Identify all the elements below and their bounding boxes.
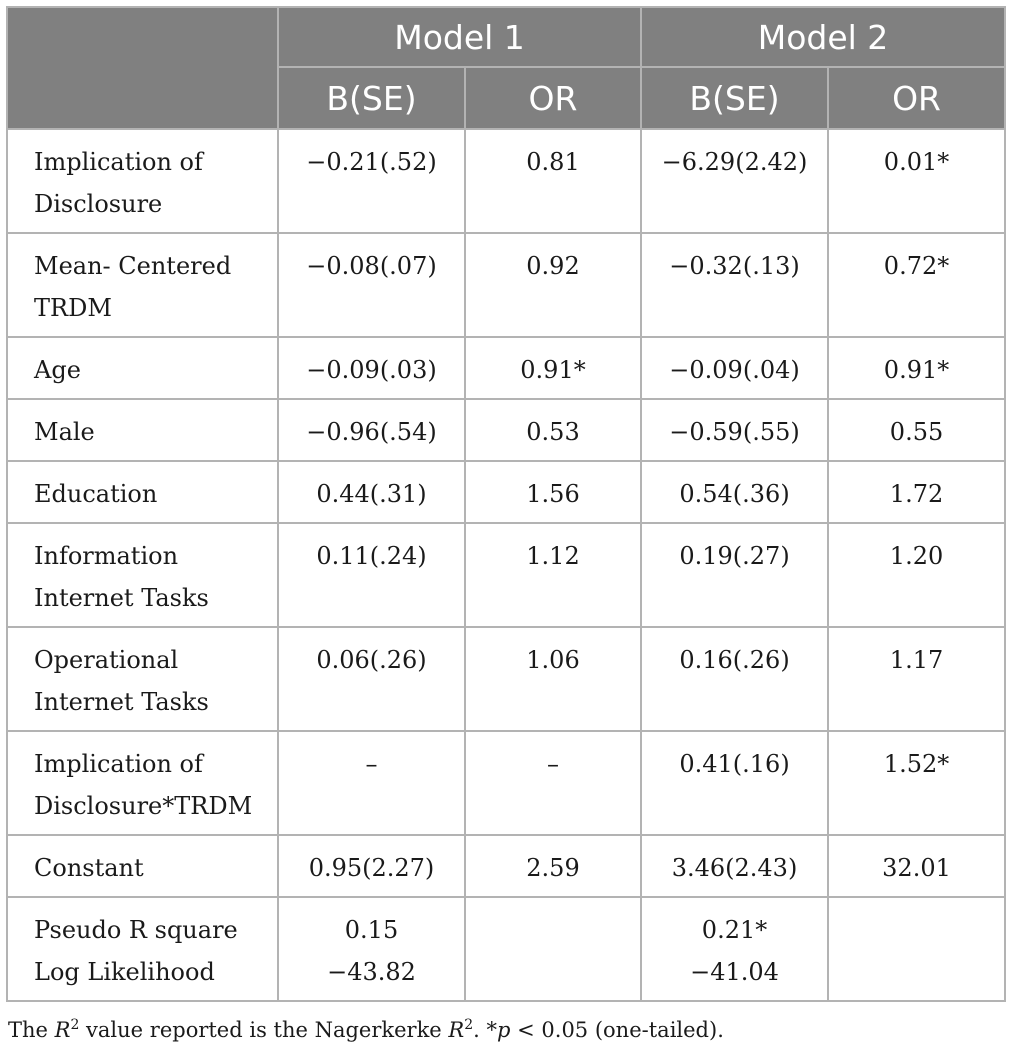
row-label: Information Internet Tasks — [7, 523, 278, 627]
fit-labels-cell — [7, 897, 278, 1001]
model2-or-cell: 0.72* — [828, 233, 1005, 337]
model1-or-cell: 0.92 — [465, 233, 641, 337]
model1-or-fit-cell — [465, 897, 641, 1001]
model1-or-cell: 0.91* — [465, 337, 641, 399]
header-blank-cell — [7, 7, 278, 129]
table-row — [7, 627, 1005, 731]
row-label: Constant — [7, 835, 278, 897]
header-row-models — [7, 7, 1005, 67]
table-row — [7, 461, 1005, 523]
model2-or-cell: 0.01* — [828, 129, 1005, 233]
fit-value: 0.21* — [701, 916, 768, 944]
row-label: Mean- Centered TRDM — [7, 233, 278, 337]
header-m2-bse: B(SE) — [641, 67, 828, 129]
model1-b-se-cell: – — [278, 731, 465, 835]
model1-or-cell: 1.56 — [465, 461, 641, 523]
model1-b-se-cell: 0.11(.24) — [278, 523, 465, 627]
model2-b-se-cell: 0.41(.16) — [641, 731, 828, 835]
table-row — [7, 523, 1005, 627]
fit-value: Log Likelihood — [34, 958, 215, 986]
header-model2: Model 2 — [641, 7, 1005, 67]
model1-or-cell: – — [465, 731, 641, 835]
fit-value: Pseudo R square — [34, 916, 238, 944]
header-m1-bse: B(SE) — [278, 67, 465, 129]
model1-or-cell: 1.06 — [465, 627, 641, 731]
model-fit-row — [7, 897, 1005, 1001]
model2-b-se-cell: −0.59(.55) — [641, 399, 828, 461]
model2-b-se-cell: −6.29(2.42) — [641, 129, 828, 233]
row-label: Implication of Disclosure*TRDM — [7, 731, 278, 835]
row-label: Age — [7, 337, 278, 399]
row-label: Male — [7, 399, 278, 461]
fit-value: −43.82 — [327, 958, 416, 986]
model2-b-se-cell: −0.32(.13) — [641, 233, 828, 337]
table-row — [7, 233, 1005, 337]
model2-or-cell: 1.17 — [828, 627, 1005, 731]
table-row — [7, 337, 1005, 399]
header-m2-or: OR — [828, 67, 1005, 129]
regression-table — [6, 6, 1006, 1002]
model2-b-se-cell: −0.09(.04) — [641, 337, 828, 399]
model1-fit-cell — [278, 897, 465, 1001]
model1-b-se-cell: 0.06(.26) — [278, 627, 465, 731]
model1-or-cell: 0.81 — [465, 129, 641, 233]
model2-or-fit-cell — [828, 897, 1005, 1001]
table-row — [7, 399, 1005, 461]
model2-b-se-cell: 0.19(.27) — [641, 523, 828, 627]
model1-b-se-cell: −0.09(.03) — [278, 337, 465, 399]
row-label: Implication of Disclosure — [7, 129, 278, 233]
row-label: Operational Internet Tasks — [7, 627, 278, 731]
model1-b-se-cell: −0.96(.54) — [278, 399, 465, 461]
header-m1-or: OR — [465, 67, 641, 129]
model1-b-se-cell: 0.95(2.27) — [278, 835, 465, 897]
table-footnote: The $R^2$ value reported is the Nagerkerke $R^2$. *p < 0.05 (one-tailed). — [8, 1017, 724, 1042]
header-model1: Model 1 — [278, 7, 641, 67]
table-row — [7, 129, 1005, 233]
model2-b-se-cell: 0.54(.36) — [641, 461, 828, 523]
model2-or-cell: 1.52* — [828, 731, 1005, 835]
row-label: Education — [7, 461, 278, 523]
table-body — [7, 129, 1005, 1001]
model2-or-cell: 1.20 — [828, 523, 1005, 627]
model1-or-cell: 1.12 — [465, 523, 641, 627]
model1-or-cell: 0.53 — [465, 399, 641, 461]
model1-b-se-cell: 0.44(.31) — [278, 461, 465, 523]
model2-or-cell: 0.55 — [828, 399, 1005, 461]
fit-value: −41.04 — [690, 958, 779, 986]
fit-value: 0.15 — [344, 916, 399, 944]
model2-or-cell: 0.91* — [828, 337, 1005, 399]
table-row — [7, 731, 1005, 835]
model2-fit-cell — [641, 897, 828, 1001]
model2-or-cell: 1.72 — [828, 461, 1005, 523]
model2-b-se-cell: 3.46(2.43) — [641, 835, 828, 897]
model1-or-cell: 2.59 — [465, 835, 641, 897]
table-row — [7, 835, 1005, 897]
model1-b-se-cell: −0.08(.07) — [278, 233, 465, 337]
model1-b-se-cell: −0.21(.52) — [278, 129, 465, 233]
model2-b-se-cell: 0.16(.26) — [641, 627, 828, 731]
model2-or-cell: 32.01 — [828, 835, 1005, 897]
